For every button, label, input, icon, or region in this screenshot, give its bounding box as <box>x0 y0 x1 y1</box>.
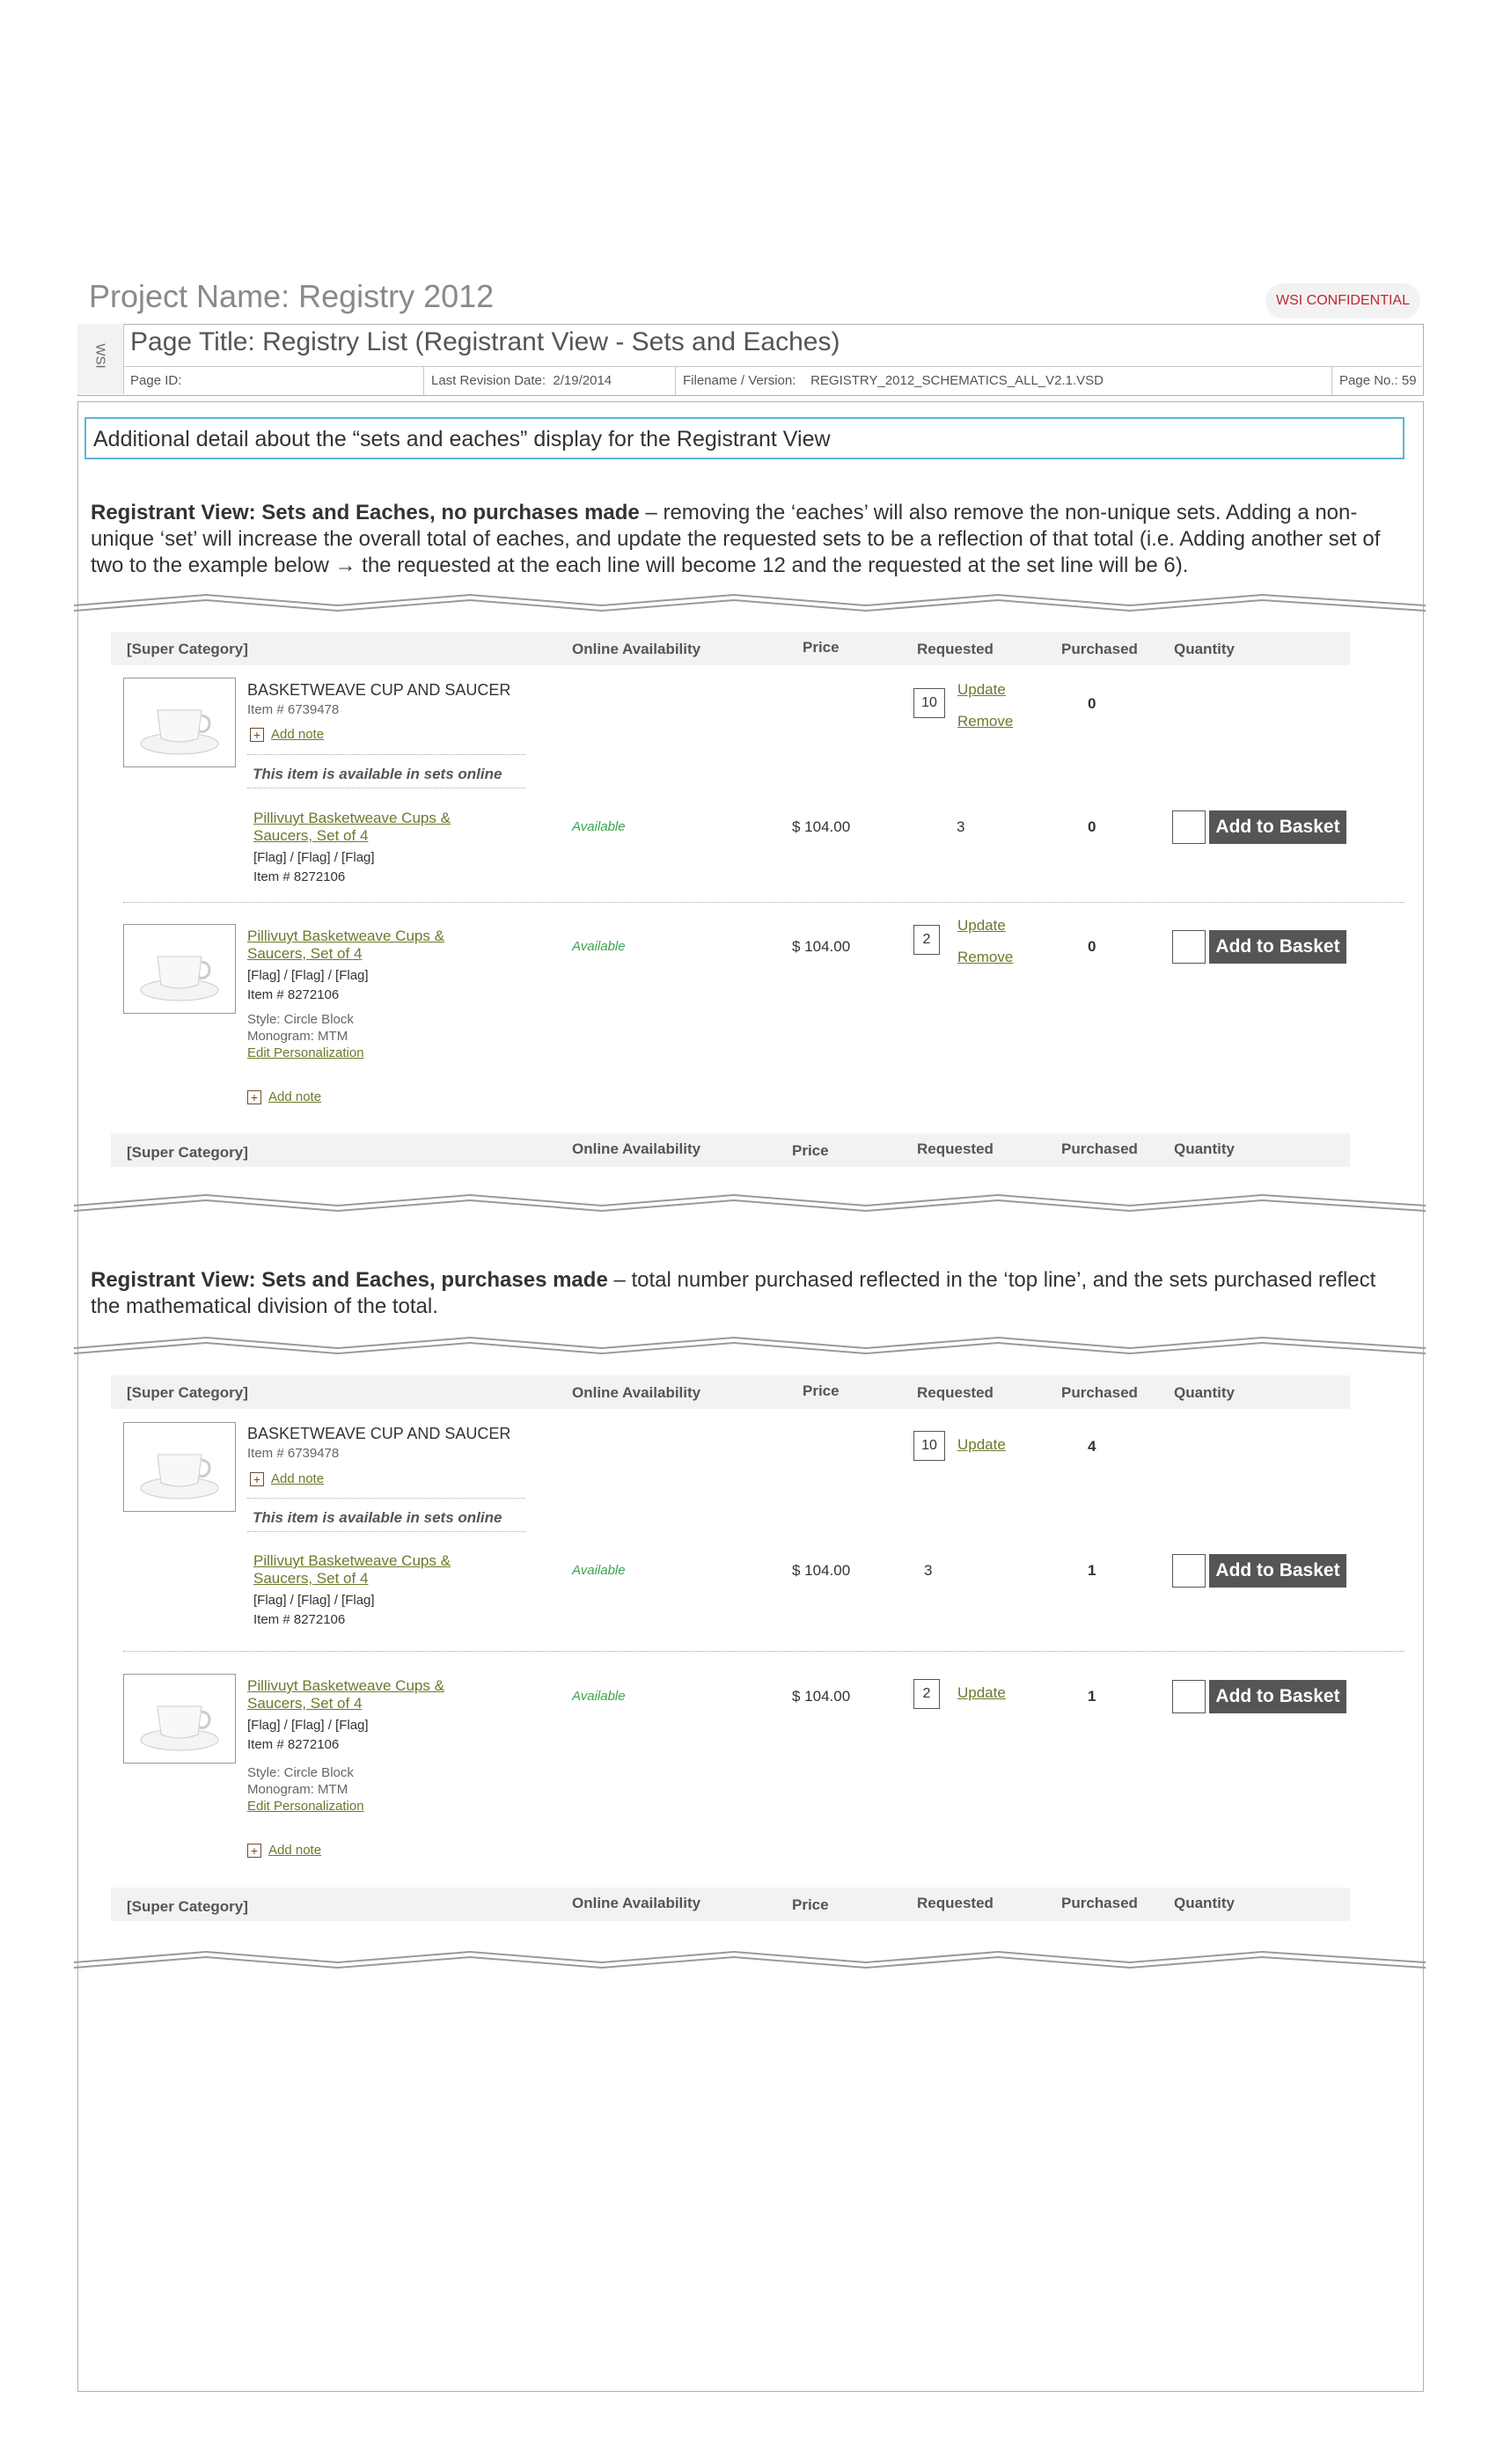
availability-status: Available <box>572 939 626 954</box>
sets-available-text: This item is available in sets online <box>253 766 502 782</box>
item-number: Item # 8272106 <box>253 869 346 884</box>
flags: [Flag] / [Flag] / [Flag] <box>247 1718 369 1733</box>
col-availability: Online Availability <box>572 641 701 657</box>
add-to-basket-button[interactable]: Add to Basket <box>1209 810 1346 844</box>
col-price: Price <box>803 639 840 656</box>
col-category: [Super Category] <box>127 641 248 657</box>
purchased-count: 1 <box>1088 1688 1096 1705</box>
product-image[interactable] <box>123 1422 236 1512</box>
plus-icon[interactable]: + <box>247 1090 261 1104</box>
divider <box>247 1498 525 1499</box>
revision-date: Last Revision Date: 2/19/2014 <box>424 367 676 395</box>
price: $ 104.00 <box>792 1562 851 1579</box>
purchased-count: 0 <box>1088 695 1096 712</box>
tear-divider <box>74 1334 1426 1357</box>
purchased-count: 1 <box>1088 1562 1096 1579</box>
col-availability: Online Availability <box>572 1895 701 1911</box>
purchased-count: 0 <box>1088 818 1096 835</box>
plus-icon[interactable]: + <box>250 1472 264 1486</box>
tear-divider <box>74 1948 1426 1971</box>
edit-personalization-link[interactable]: Edit Personalization <box>247 1799 364 1814</box>
set-product-link[interactable]: Pillivuyt Basketweave Cups & Saucers, Set of 4 <box>247 1677 444 1712</box>
add-note-link[interactable]: Add note <box>268 1843 322 1858</box>
detail-note: Additional detail about the “sets and eaches” display for the Registrant View <box>84 417 1404 459</box>
requested-input[interactable]: 2 <box>913 925 940 955</box>
flags: [Flag] / [Flag] / [Flag] <box>253 850 375 865</box>
product-title: BASKETWEAVE CUP AND SAUCER <box>247 681 511 699</box>
product-image[interactable] <box>123 678 236 767</box>
quantity-input[interactable] <box>1172 810 1206 844</box>
price: $ 104.00 <box>792 938 851 955</box>
item-number: Item # 8272106 <box>253 1612 346 1627</box>
section2-description: Registrant View: Sets and Eaches, purchases made – total number purchased reflected in the ‘top line’, and the sets purchased reflect the mathematical division of the total. <box>91 1268 1376 1318</box>
col-quantity: Quantity <box>1174 1384 1235 1401</box>
requested-count: 3 <box>924 1562 933 1579</box>
divider <box>247 1531 525 1532</box>
tear-divider <box>74 1192 1426 1214</box>
set-product-link[interactable]: Pillivuyt Basketweave Cups & Saucers, Set of 4 <box>253 1552 451 1587</box>
add-note-link[interactable]: Add note <box>271 1471 325 1486</box>
section1-heading: Registrant View: Sets and Eaches, no purchases made <box>91 501 640 524</box>
col-quantity: Quantity <box>1174 641 1235 657</box>
price: $ 104.00 <box>792 818 851 835</box>
add-to-basket-button[interactable]: Add to Basket <box>1209 930 1346 964</box>
project-name: Project Name: Registry 2012 <box>89 278 495 314</box>
availability-status: Available <box>572 1689 626 1704</box>
col-purchased: Purchased <box>1061 1140 1138 1157</box>
quantity-input[interactable] <box>1172 930 1206 964</box>
update-link[interactable]: Update <box>957 1436 1006 1453</box>
section1-description: Registrant View: Sets and Eaches, no purchases made – removing the ‘eaches’ will also remove the non-unique sets. Adding a non- unique ‘set’ will increase the overall total of eaches, and update the requested sets to be a reflection of that total (i.e. Adding another set of two to the example below → the requested at the each line will become 12 and the requested at the set line will be 6). <box>91 501 1381 577</box>
divider <box>247 754 525 755</box>
item-number: Item # 8272106 <box>247 1737 340 1752</box>
requested-input[interactable]: 2 <box>913 1679 940 1709</box>
set-product-link[interactable]: Pillivuyt Basketweave Cups & Saucers, Set of 4 <box>253 810 451 844</box>
col-quantity: Quantity <box>1174 1140 1235 1157</box>
availability-status: Available <box>572 819 626 834</box>
purchased-count: 0 <box>1088 938 1096 955</box>
col-category: [Super Category] <box>127 1898 248 1915</box>
col-price: Price <box>792 1142 829 1159</box>
col-purchased: Purchased <box>1061 1384 1138 1401</box>
col-requested: Requested <box>917 1384 994 1401</box>
plus-icon[interactable]: + <box>250 728 264 742</box>
table-header <box>111 632 1350 665</box>
item-number: Item # 6739478 <box>247 702 340 717</box>
update-link[interactable]: Update <box>957 1684 1006 1701</box>
item-number: Item # 8272106 <box>247 987 340 1002</box>
add-note-link[interactable]: Add note <box>268 1089 322 1104</box>
row-divider <box>123 902 1404 903</box>
col-availability: Online Availability <box>572 1140 701 1157</box>
col-availability: Online Availability <box>572 1384 701 1401</box>
set-product-link[interactable]: Pillivuyt Basketweave Cups & Saucers, Set of 4 <box>247 928 444 962</box>
table-header <box>111 1375 1350 1409</box>
col-price: Price <box>792 1896 829 1913</box>
quantity-input[interactable] <box>1172 1680 1206 1713</box>
col-category: [Super Category] <box>127 1144 248 1161</box>
col-quantity: Quantity <box>1174 1895 1235 1911</box>
page-title: Page Title: Registry List (Registrant View - Sets and Eaches) <box>130 327 840 356</box>
product-title: BASKETWEAVE CUP AND SAUCER <box>247 1425 511 1442</box>
filename: Filename / Version: REGISTRY_2012_SCHEMATICS_ALL_V2.1.VSD <box>676 367 1332 395</box>
page-id: Page ID: <box>123 367 424 395</box>
row-divider <box>123 1651 1404 1652</box>
purchased-count: 4 <box>1088 1438 1096 1455</box>
remove-link[interactable]: Remove <box>957 949 1014 965</box>
section2-heading: Registrant View: Sets and Eaches, purchases made <box>91 1268 608 1292</box>
monogram-text: Monogram: MTM <box>247 1782 348 1797</box>
sets-available-text: This item is available in sets online <box>253 1509 502 1526</box>
product-image[interactable] <box>123 924 236 1014</box>
col-purchased: Purchased <box>1061 641 1138 657</box>
tear-divider <box>74 591 1426 614</box>
confidential-badge: WSI CONFIDENTIAL <box>1265 283 1420 319</box>
plus-icon[interactable]: + <box>247 1844 261 1858</box>
style-text: Style: Circle Block <box>247 1765 354 1780</box>
update-link[interactable]: Update <box>957 681 1006 698</box>
price: $ 104.00 <box>792 1688 851 1705</box>
requested-input[interactable]: 10 <box>913 1431 945 1461</box>
quantity-input[interactable] <box>1172 1554 1206 1588</box>
requested-count: 3 <box>957 818 965 835</box>
col-category: [Super Category] <box>127 1384 248 1401</box>
item-number: Item # 6739478 <box>247 1446 340 1461</box>
style-text: Style: Circle Block <box>247 1012 354 1027</box>
add-note-link[interactable]: Add note <box>271 727 325 742</box>
add-to-basket-button[interactable]: Add to Basket <box>1209 1680 1346 1713</box>
table-footer-header <box>111 1133 1350 1167</box>
page-number: Page No.: 59 <box>1339 373 1417 388</box>
product-image[interactable] <box>123 1674 236 1764</box>
meta-row <box>123 366 1422 395</box>
update-link[interactable]: Update <box>957 917 1006 934</box>
flags: [Flag] / [Flag] / [Flag] <box>253 1593 375 1608</box>
edit-personalization-link[interactable]: Edit Personalization <box>247 1045 364 1060</box>
col-price: Price <box>803 1382 840 1399</box>
remove-link[interactable]: Remove <box>957 713 1014 730</box>
flags: [Flag] / [Flag] / [Flag] <box>247 968 369 983</box>
availability-status: Available <box>572 1563 626 1578</box>
col-requested: Requested <box>917 1140 994 1157</box>
col-requested: Requested <box>917 1895 994 1911</box>
table-footer-header <box>111 1888 1350 1921</box>
monogram-text: Monogram: MTM <box>247 1029 348 1044</box>
wsi-label: WSI <box>92 343 108 369</box>
col-purchased: Purchased <box>1061 1895 1138 1911</box>
requested-input[interactable]: 10 <box>913 688 945 718</box>
col-requested: Requested <box>917 641 994 657</box>
add-to-basket-button[interactable]: Add to Basket <box>1209 1554 1346 1588</box>
